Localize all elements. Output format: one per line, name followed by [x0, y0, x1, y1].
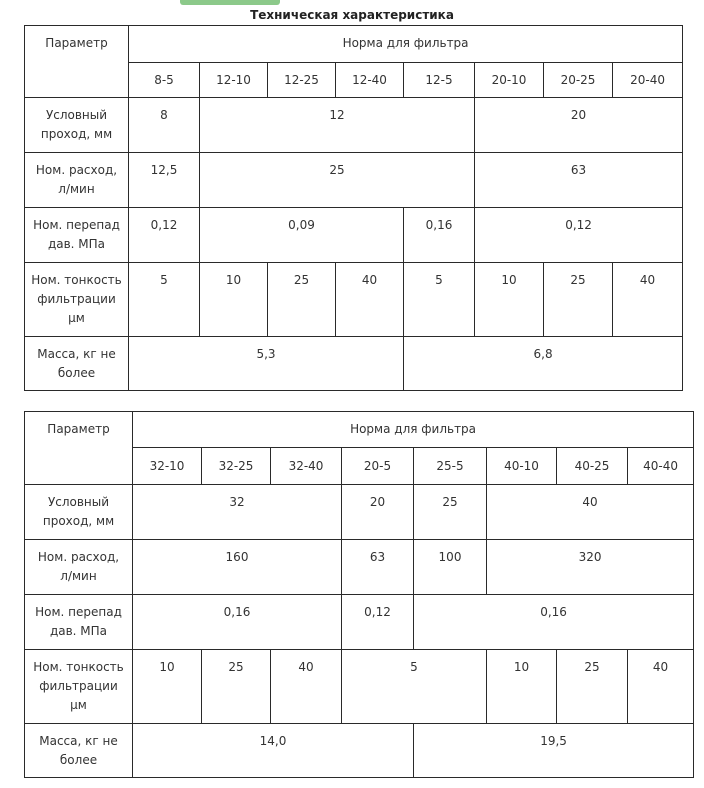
table-cell: 10: [133, 650, 202, 724]
filter-header: 40-10: [487, 448, 557, 485]
filter-header: 32-25: [202, 448, 271, 485]
table-cell: 12: [200, 98, 475, 153]
table-cell: 20: [475, 98, 683, 153]
row-label-passage: Условный проход, мм: [25, 485, 133, 540]
row-label-fineness: Ном. тонкость фильтрации µм: [25, 650, 133, 724]
table-cell: 19,5: [414, 724, 694, 778]
filter-header: 12-25: [268, 63, 336, 98]
filter-header: 20-40: [613, 63, 683, 98]
table-cell: 0,16: [133, 595, 342, 650]
page-title: Техническая характеристика: [250, 8, 454, 22]
table-cell: 40: [628, 650, 694, 724]
table-cell: 5,3: [129, 337, 404, 391]
filter-header: 25-5: [414, 448, 487, 485]
table-cell: 14,0: [133, 724, 414, 778]
table-cell: 5: [129, 263, 200, 337]
row-label-pressure: Ном. перепад дав. МПа: [25, 595, 133, 650]
row-label-flow: Ном. расход, л/мин: [25, 153, 129, 208]
table-cell: 40: [336, 263, 404, 337]
table-cell: 25: [202, 650, 271, 724]
table-cell: 0,09: [200, 208, 404, 263]
norm-header: Норма для фильтра: [133, 412, 694, 448]
table-cell: 12,5: [129, 153, 200, 208]
row-label-mass: Масса, кг не более: [25, 337, 129, 391]
table-cell: 63: [475, 153, 683, 208]
filter-header: 8-5: [129, 63, 200, 98]
table-cell: 25: [268, 263, 336, 337]
filter-header: 20-10: [475, 63, 544, 98]
table-cell: 5: [404, 263, 475, 337]
param-header: Параметр: [25, 26, 129, 98]
row-label-flow: Ном. расход, л/мин: [25, 540, 133, 595]
norm-header: Норма для фильтра: [129, 26, 683, 63]
table-cell: 8: [129, 98, 200, 153]
table-cell: 63: [342, 540, 414, 595]
row-label-pressure: Ном. перепад дав. МПа: [25, 208, 129, 263]
filter-header: 12-5: [404, 63, 475, 98]
top-accent-bar: [180, 0, 280, 5]
row-label-mass: Масса, кг не более: [25, 724, 133, 778]
filter-header: 32-40: [271, 448, 342, 485]
table-cell: 25: [200, 153, 475, 208]
table-cell: 10: [475, 263, 544, 337]
table-cell: 0,12: [342, 595, 414, 650]
table-cell: 40: [613, 263, 683, 337]
table-cell: 320: [487, 540, 694, 595]
spec-table-2: [24, 411, 694, 778]
table-cell: 32: [133, 485, 342, 540]
row-label-passage: Условный проход, мм: [25, 98, 129, 153]
table-cell: 10: [487, 650, 557, 724]
filter-header: 40-40: [628, 448, 694, 485]
table-cell: 10: [200, 263, 268, 337]
table-cell: 0,12: [475, 208, 683, 263]
filter-header: 40-25: [557, 448, 628, 485]
table-cell: 25: [557, 650, 628, 724]
filter-header: 32-10: [133, 448, 202, 485]
filter-header: 20-5: [342, 448, 414, 485]
table-cell: 40: [487, 485, 694, 540]
table-cell: 40: [271, 650, 342, 724]
table-cell: 6,8: [404, 337, 683, 391]
row-label-fineness: Ном. тонкость фильтрации µм: [25, 263, 129, 337]
filter-header: 12-40: [336, 63, 404, 98]
table-cell: 0,16: [414, 595, 694, 650]
table-cell: 160: [133, 540, 342, 595]
table-cell: 0,12: [129, 208, 200, 263]
filter-header: 12-10: [200, 63, 268, 98]
table-cell: 20: [342, 485, 414, 540]
table-cell: 25: [414, 485, 487, 540]
table-cell: 0,16: [404, 208, 475, 263]
table-cell: 5: [342, 650, 487, 724]
table-cell: 100: [414, 540, 487, 595]
filter-header: 20-25: [544, 63, 613, 98]
param-header: Параметр: [25, 412, 133, 485]
table-cell: 25: [544, 263, 613, 337]
spec-table-1: [24, 25, 683, 391]
